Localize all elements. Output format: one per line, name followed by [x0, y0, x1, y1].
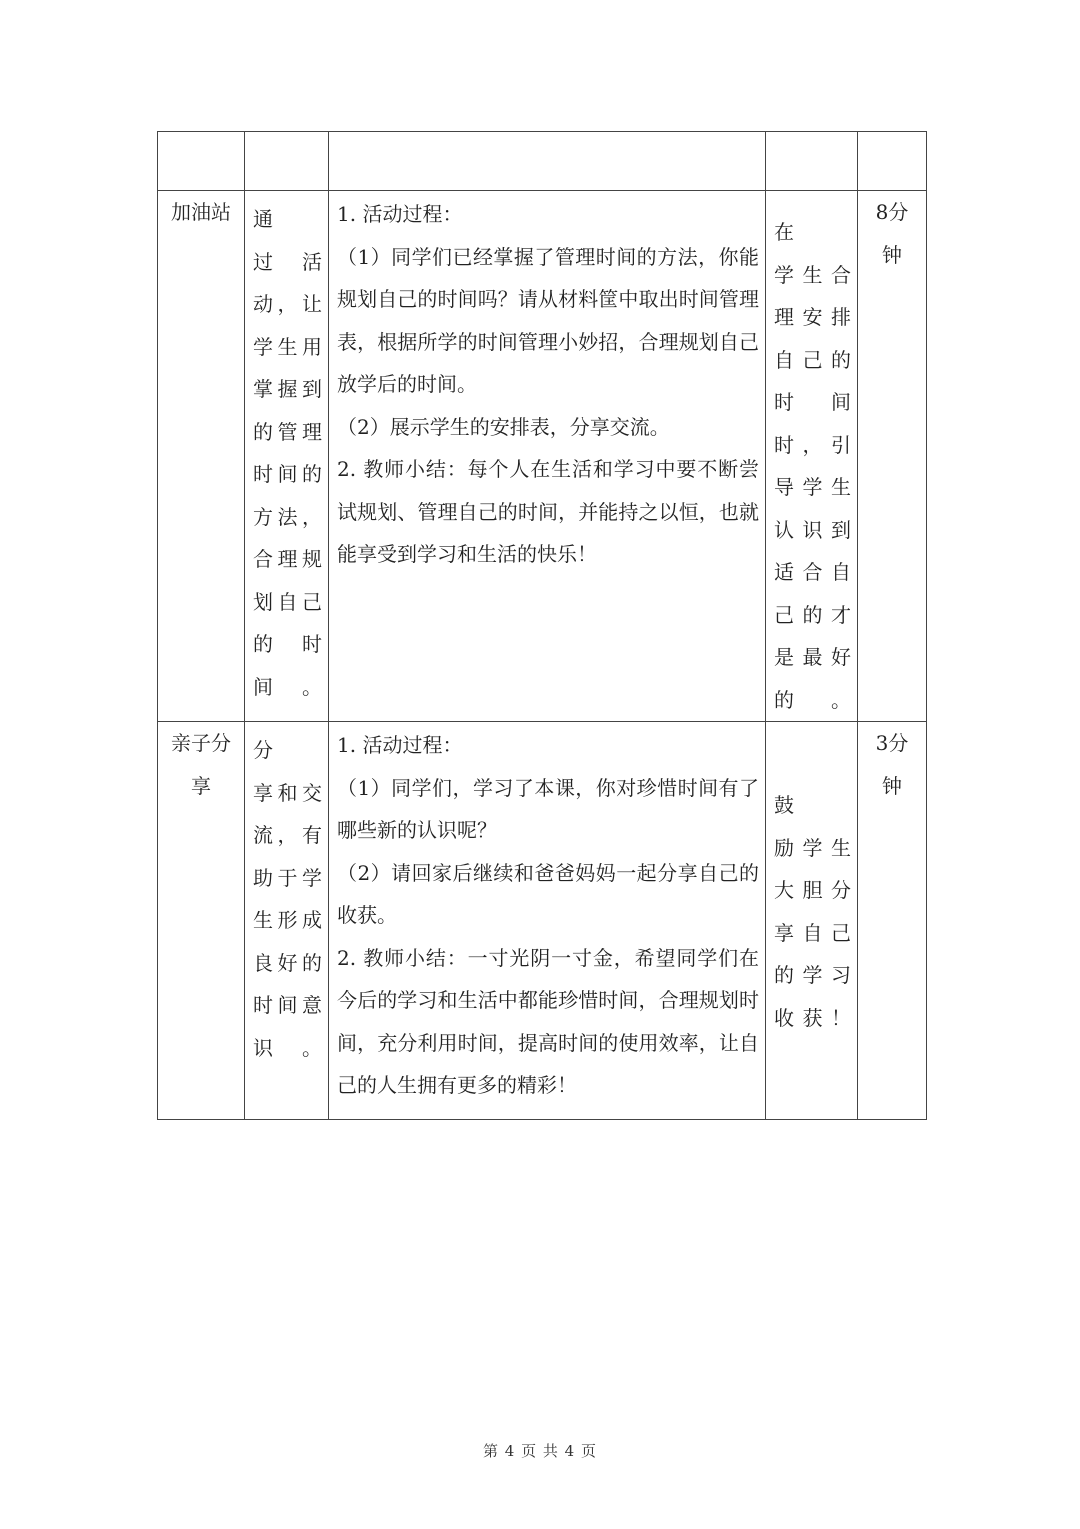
process-cell	[329, 191, 766, 722]
design-text-first: 在	[774, 220, 794, 244]
time-cell	[858, 191, 927, 722]
time-label: 8分钟	[875, 200, 909, 267]
table-row	[158, 132, 927, 191]
process-cell	[329, 722, 766, 1120]
stage-cell	[158, 722, 245, 1120]
process-step: （2）请回家后继续和爸爸妈妈一起分享自己的收获。	[337, 860, 759, 927]
design-text: 励学生大胆分享自己的学习收获！	[774, 835, 851, 1030]
goal-text: 过 活 动，让学生用掌握到的管理时间的方法，合理规划自己的 时间。	[253, 249, 322, 699]
process-step: （1）同学们，学习了本课，你对珍惜时间有了哪些新的认识呢？	[337, 775, 759, 842]
goal-text: 享和交流，有助于学生形成良好的时间意识。	[253, 780, 322, 1060]
process-step: （1）同学们已经掌握了管理时间的方法，你能规划自己的时间吗？请从材料筐中取出时间管理表，根据所学的时间管理小妙招，合理规划自己放学后的时间。	[337, 244, 759, 396]
design-cell	[766, 191, 858, 722]
design-text-first: 鼓	[774, 793, 794, 817]
time-label: 3分钟	[875, 731, 909, 798]
process-cell	[329, 132, 766, 191]
lesson-plan-table	[157, 131, 927, 1120]
stage-label: 加油站	[171, 200, 231, 224]
goal-text-first: 通	[253, 207, 273, 231]
goal-cell	[245, 722, 329, 1120]
process-step: 2. 教师小结：每个人在生活和学习中要不断尝试规划、管理自己的时间，并能持之以恒，也就能享受到学习和生活的快乐！	[337, 457, 759, 566]
process-step: 2. 教师小结：一寸光阴一寸金，希望同学们在今后的学习和生活中都能珍惜时间，合理规划时间，充分利用时间，提高时间的使用效率，让自己的人生拥有更多的精彩！	[337, 945, 759, 1097]
goal-cell	[245, 132, 329, 191]
table-row	[158, 191, 927, 722]
process-step: 1. 活动过程：	[337, 733, 463, 757]
page-footer: 第 4 页 共 4 页	[483, 1442, 597, 1460]
stage-cell	[158, 132, 245, 191]
time-cell	[858, 722, 927, 1120]
design-text: 学生合理安排自己的时间时，引导学生认识到适合自己的才是最好的。	[774, 262, 851, 712]
goal-cell	[245, 191, 329, 722]
process-text	[329, 132, 765, 134]
process-step: 1. 活动过程：	[337, 202, 463, 226]
stage-cell	[158, 191, 245, 722]
process-step: （2）展示学生的安排表，分享交流。	[337, 414, 670, 439]
design-cell	[766, 722, 858, 1120]
design-cell	[766, 132, 858, 191]
time-cell	[858, 132, 927, 191]
goal-text-first: 分	[253, 738, 273, 762]
stage-label: 亲子分享	[171, 731, 231, 798]
table-row	[158, 722, 927, 1120]
